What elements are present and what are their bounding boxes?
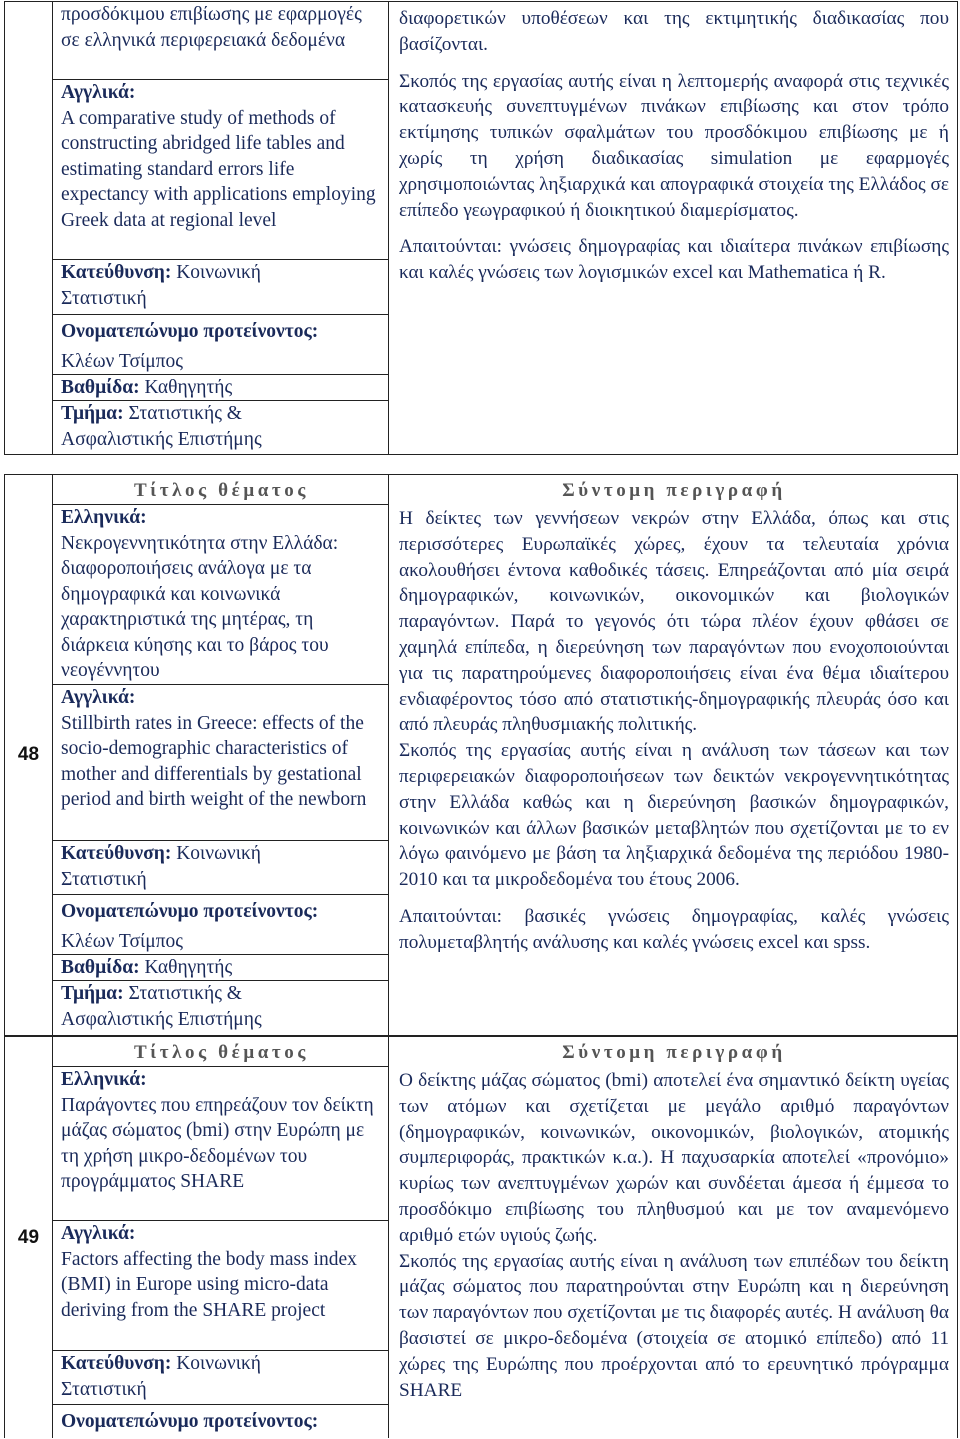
department-value: Στατιστικής & [128,983,242,1004]
description-paragraph-2: Σκοπός της εργασίας αυτής είναι η ανάλυση των τάσεων και των περιφερειακών διαφοροποιήσεων των δεικτών νεκρογεννητικότητας στην Ελλάδα καθώς και η διερεύνηση βασικών δημογραφικών, κοινωνικών και άλλων βασικών μεταβλητών που σχετίζονται με το εν λόγω φαινόμενο με βάση τα ληξιαρχικά δεδομένα της περιόδου 1980-2010 και τα μικροδεδομένα του έτους 2006. [399,740,949,891]
english-label: Αγγλικά: [61,1223,136,1244]
title-header-cell [53,475,388,505]
topic-number: 49 [5,1037,53,1438]
direction-cell [53,1351,388,1405]
direction-value: Κοινωνική [176,843,262,864]
rank-value: Καθηγητής [144,377,233,398]
english-label: Αγγλικά: [61,687,136,708]
greek-title-text: προσδόκιμου επιβίωσης με εφαρμογές σε ελληνικά περιφερειακά δεδομένα [61,4,362,51]
description-header: Σύντομη περιγραφή [562,480,786,501]
greek-label: Ελληνικά: [61,507,147,528]
direction-label: Κατεύθυνση: [61,262,172,283]
proposer-cell [53,315,388,375]
topic-info-column [53,2,389,454]
description-paragraph-2: Σκοπός της εργασίας αυτής είναι η ανάλυση των επιπέδων του δείκτη μάζας σώματος που παρατηρούνται στην Ευρώπη και η διερεύνηση των παραγόντων που σχετίζονται με τις διαφορές αυτές. Η ανάλυση θα βασιστεί σε μικρο-δεδομένα (στοιχεία σε ατομικό επίπεδο) από 11 χώρες της Ευρώπης που προέρχονται από το ερευνητικό πρόγραμμα SHARE [399,1250,949,1401]
english-title-cell [53,685,388,841]
topic-table-continued [4,1,958,455]
description-column [389,2,957,454]
topic-info-column [53,475,389,1035]
rank-label: Βαθμίδα: [61,377,140,398]
proposer-label: Ονοματεπώνυμο προτείνοντος: [61,901,319,922]
direction-value: Κοινωνική [176,262,262,283]
rank-value: Καθηγητής [144,957,233,978]
direction-value-2: Στατιστική [61,868,147,890]
direction-label: Κατεύθυνση: [61,843,172,864]
topic-number: 48 [5,475,53,1035]
proposer-label: Ονοματεπώνυμο προτείνοντος: [61,321,319,342]
proposer-cell [53,1405,388,1439]
rank-cell [53,375,388,401]
description-paragraph-1: Ο δείκτης μάζας σώματος (bmi) αποτελεί ένα σημαντικό δείκτη υγείας των ατόμων και σχετίζεται με μεγάλο αριθμό παραγόντων (δημογραφικών, κοινωνικών, οικονομικών, βιολογικών, ατομικής συμπεριφοράς, πρακτικών κ.α.). Η παχυσαρκία αποτελεί «προνόμιο» κυρίως των ανεπτυγμένων χωρών και συνδέεται άμεσα ή έμμεσα το προσδόκιμο επιβίωσης του πληθυσμού και με τον αναμενόμενο αριθμό ετών υγιούς ζωής. [399,1070,949,1246]
proposer-label: Ονοματεπώνυμο προτείνοντος: [61,1411,319,1432]
department-value-2: Ασφαλιστικής Επιστήμης [61,1008,262,1030]
greek-label: Ελληνικά: [61,1069,147,1090]
direction-value: Κοινωνική [176,1353,262,1374]
topic-table-49 [4,1036,958,1438]
department-label: Τμήμα: [61,403,124,424]
direction-cell [53,841,388,895]
greek-title-text: Νεκρογεννητικότητα στην Ελλάδα: διαφοροποιήσεις ανάλογα με τα δημογραφικά και κοινωνικά χαρακτηριστικά της μητέρας, τη διάρκεια κύησης και το βάρος του νεογέννητου [61,532,339,681]
description-column [389,1037,957,1438]
description-paragraph-1: διαφορετικών υποθέσεων και της εκτιμητικής διαδικασίας που βασίζονται. [399,8,949,55]
greek-title-text: Παράγοντες που επηρεάζουν τον δείκτη μάζας σώματος (bmi) στην Ευρώπη με τη χρήση μικρο-δεδομένων του προγράμματος SHARE [61,1094,374,1192]
title-header-cell [53,1037,388,1067]
title-header: Τίτλος θέματος [133,480,309,501]
topic-info-column [53,1037,389,1438]
direction-cell [53,260,388,315]
topic-number [5,2,53,454]
description-paragraph-1: Η δείκτες των γεννήσεων νεκρών στην Ελλάδα, όπως και στις περισσότερες Ευρωπαϊκές χώρες, έχουν τα τελευταία χρόνια ακολουθήσει έντονα καθοδικές τάσεις. Επηρεάζονται από μία σειρά δημογραφικών, κοινωνικών, οικονομικών και βιολογικών παραγόντων. Παρά το γεγονός ότι τώρα πλέον έχουν φθάσει σε χαμηλά επίπεδα, η διερεύνηση των παραγόντων που ενοχοποιούνται για τις παρατηρούμενες διαφοροποιήσεις είναι ένα θέμα ιδιαίτερου ενδιαφέροντος τόσο από στατιστικής-δημογραφικής πλευράς όσο και από πλευράς πληθυσμιακής πολιτικής. [399,508,949,736]
proposer-name: Κλέων Τσίμπος [61,930,183,952]
greek-title-cell [53,505,388,685]
english-title-text: Factors affecting the body mass index (BMI) in Europe using micro-data deriving from the SHARE project [61,1248,357,1321]
english-title-cell [53,80,388,260]
department-cell [53,401,388,455]
greek-title-cell [53,1067,388,1221]
department-value-2: Ασφαλιστικής Επιστήμης [61,428,262,450]
direction-label: Κατεύθυνση: [61,1353,172,1374]
description-header: Σύντομη περιγραφή [562,1042,786,1063]
english-title-text: Stillbirth rates in Greece: effects of the socio-demographic characteristics of mother and differentials by gestational period and birth weight of the newborn [61,712,367,810]
direction-value-2: Στατιστική [61,287,147,309]
proposer-cell [53,895,388,955]
description-column [389,475,957,1035]
department-value: Στατιστικής & [128,403,242,424]
english-label: Αγγλικά: [61,82,136,103]
topic-table-48 [4,474,958,1036]
english-title-text: A comparative study of methods of constructing abridged life tables and estimating standard errors life expectancy with applications employing Greek data at regional level [61,107,376,231]
department-label: Τμήμα: [61,983,124,1004]
direction-value-2: Στατιστική [61,1378,147,1400]
description-paragraph-2: Σκοπός της εργασίας αυτής είναι η λεπτομερής αναφορά στις τεχνικές κατασκευής συνεπτυγμένων πινάκων επιβίωσης και στον τρόπο εκτίμησης τυπικών σφαλμάτων του προσδόκιμου επιβίωσης με ή χωρίς τη χρήση διαδικασίας simulation με εφαρμογές χρησιμοποιώντας ληξιαρχικά και απογραφικά στοιχεία της Ελλάδος σε επίπεδο γεωγραφικού ή διοικητικού διαμερίσματος. [399,70,949,221]
department-cell [53,981,388,1035]
rank-cell [53,955,388,981]
description-paragraph-3: Απαιτούνται: γνώσεις δημογραφίας και ιδιαίτερα πινάκων επιβίωσης και καλές γνώσεις των λογισμικών excel και Mathematica ή R. [399,236,949,284]
title-header: Τίτλος θέματος [133,1042,309,1063]
description-paragraph-3: Απαιτούνται: βασικές γνώσεις δημογραφίας, καλές γνώσεις πολυμεταβλητής ανάλυσης και καλές γνώσεις excel και spss. [399,905,949,953]
greek-title-cell [53,2,388,80]
english-title-cell [53,1221,388,1351]
proposer-name: Κλέων Τσίμπος [61,350,183,372]
rank-label: Βαθμίδα: [61,957,140,978]
